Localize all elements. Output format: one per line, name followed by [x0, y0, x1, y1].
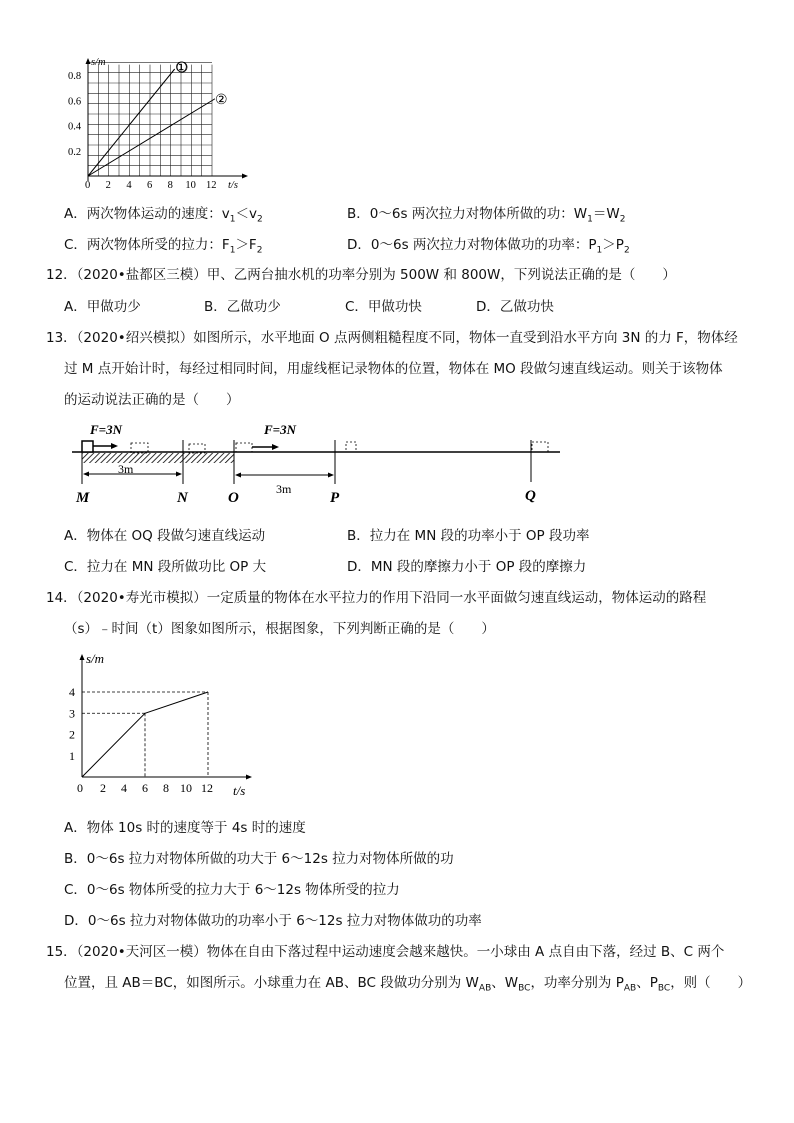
- q14-option-c[interactable]: C．0～6s 物体所受的拉力大于 6～12s 物体所受的拉力: [64, 882, 400, 898]
- q14-x-tick-label: 12: [201, 781, 213, 795]
- q13-option-d[interactable]: D．MN 段的摩擦力小于 OP 段的摩擦力: [347, 559, 587, 575]
- q12-option-b[interactable]: B．乙做功少: [204, 299, 281, 315]
- q14-y-tick-label: 4: [69, 685, 75, 699]
- q14-stem-line-2: （s）﹣时间（t）图象如图所示，根据图象，下列判断正确的是（ ）: [64, 621, 495, 637]
- q14-y-label: s/m: [86, 651, 105, 666]
- q14-y-tick-label: 1: [69, 748, 75, 763]
- q15-stem-line-1: 15．（2020•天河区一模）物体在自由下落过程中运动速度会越来越快。一小球由 A 点自由下落，经过 B、C 两个: [46, 944, 725, 960]
- fig1-x-tick-label: 6: [147, 180, 153, 191]
- fig1-x-tick-label: 0: [85, 180, 91, 191]
- q11-option-d[interactable]: D．0～6s 两次拉力对物体做功的功率：$P_1>P_2$: [347, 237, 630, 256]
- block-at-m: [82, 441, 93, 452]
- fig1-y-tick-label: 0.6: [68, 96, 82, 108]
- q12-stem: 12．（2020•盐都区三模）甲、乙两台抽水机的功率分别为 500W 和 800W，下列说法正确的是（ ）: [46, 267, 676, 283]
- q14-stem-line-1: 14．（2020•寿光市模拟）一定质量的物体在水平拉力的作用下沿同一水平面做匀速直线运动，物体运动的路程: [46, 590, 707, 606]
- fig1-x-label: t/s: [228, 180, 238, 191]
- fig1-x-tick-label: 12: [206, 180, 217, 191]
- point-p: P: [330, 490, 340, 506]
- fig1-series-1-line: [88, 69, 175, 176]
- q13-option-a[interactable]: A．物体在 OQ 段做匀速直线运动: [64, 528, 266, 544]
- q14-x-tick-label: 0: [77, 781, 83, 795]
- q11-option-c[interactable]: C．两次物体所受的拉力：$F_1>F_2$: [64, 237, 263, 256]
- point-n: N: [177, 490, 188, 506]
- q13-stem-line-1: 13．（2020•绍兴模拟）如图所示，水平地面 O 点两侧粗糙程度不同，物体一直受到沿水平方向 3N 的力 F，物体经: [46, 330, 738, 346]
- fig1-y-label: s/m: [91, 57, 106, 68]
- dashed-box-5: [532, 442, 548, 452]
- q14-y-tick-label: 3: [69, 706, 75, 721]
- q14-x-label: t/s: [233, 783, 246, 798]
- q14-option-b[interactable]: B．0～6s 拉力对物体所做的功大于 6～12s 拉力对物体所做的功: [64, 851, 454, 867]
- q14-option-a[interactable]: A．物体 10s 时的速度等于 4s 时的速度: [64, 820, 306, 836]
- fig1-x-tick-label: 4: [126, 180, 132, 191]
- q12-option-c[interactable]: C．甲做功快: [345, 299, 422, 315]
- fig1-series-2-line: [88, 99, 215, 176]
- fig1-chart: [62, 55, 262, 195]
- fig1-x-tick-label: 8: [167, 180, 173, 191]
- q13-stem-line-3: 的运动说法正确的是（ ）: [64, 392, 240, 408]
- q13-diagram: [66, 418, 566, 510]
- dashed-box-3: [236, 443, 252, 452]
- q15-stem-line-2: 位置，且 AB＝BC，如图所示。小球重力在 AB、BC 段做功分别为 $W_{AB}$、$W_{BC}$，功率分别为 $P_{AB}$、$P_{BC}$，则（ ）: [64, 975, 752, 994]
- q12-option-d[interactable]: D．乙做功快: [476, 299, 554, 315]
- force-label-2: F=3N: [264, 422, 296, 437]
- fig1-series-1-label: ①: [175, 61, 188, 76]
- q14-chart: [62, 650, 262, 800]
- q13-option-c[interactable]: C．拉力在 MN 段所做功比 OP 大: [64, 559, 267, 575]
- q11-option-b[interactable]: B．0～6s 两次拉力对物体所做的功：$W_1=W_2$: [347, 206, 626, 225]
- q12-option-a[interactable]: A．甲做功少: [64, 299, 141, 315]
- rough-surface: [82, 453, 234, 463]
- q11-option-a[interactable]: A．两次物体运动的速度：$v_1<v_2$: [64, 206, 263, 225]
- q13-option-b[interactable]: B．拉力在 MN 段的功率小于 OP 段功率: [347, 528, 590, 544]
- q14-x-tick-label: 6: [142, 781, 148, 795]
- fig1-x-tick-label: 10: [185, 180, 196, 191]
- fig1-y-tick-label: 0.8: [68, 71, 82, 82]
- q14-x-tick-label: 10: [180, 781, 192, 795]
- dashed-box-4: [346, 442, 356, 452]
- fig1-y-tick-label: 0.4: [68, 121, 82, 133]
- point-o: O: [228, 490, 239, 506]
- q14-option-d[interactable]: D．0～6s 拉力对物体做功的功率小于 6～12s 拉力对物体做功的功率: [64, 913, 482, 929]
- point-q: Q: [525, 488, 536, 504]
- distance-op: 3m: [276, 482, 292, 496]
- q14-x-tick-label: 2: [100, 781, 106, 795]
- q13-stem-line-2: 过 M 点开始计时，每经过相同时间，用虚线框记录物体的位置，物体在 MO 段做匀速直线运动。则关于该物体: [64, 361, 723, 377]
- distance-mn: 3m: [118, 462, 134, 476]
- fig1-x-tick-label: 2: [105, 180, 111, 191]
- fig1-series-2-label: ②: [215, 93, 228, 108]
- fig1-y-tick-label: 0.2: [68, 146, 82, 158]
- q14-x-tick-label: 8: [163, 781, 169, 795]
- point-m: M: [76, 490, 90, 506]
- q14-x-tick-label: 4: [121, 781, 127, 795]
- force-label-1: F=3N: [90, 422, 122, 437]
- q14-y-tick-label: 2: [69, 727, 75, 742]
